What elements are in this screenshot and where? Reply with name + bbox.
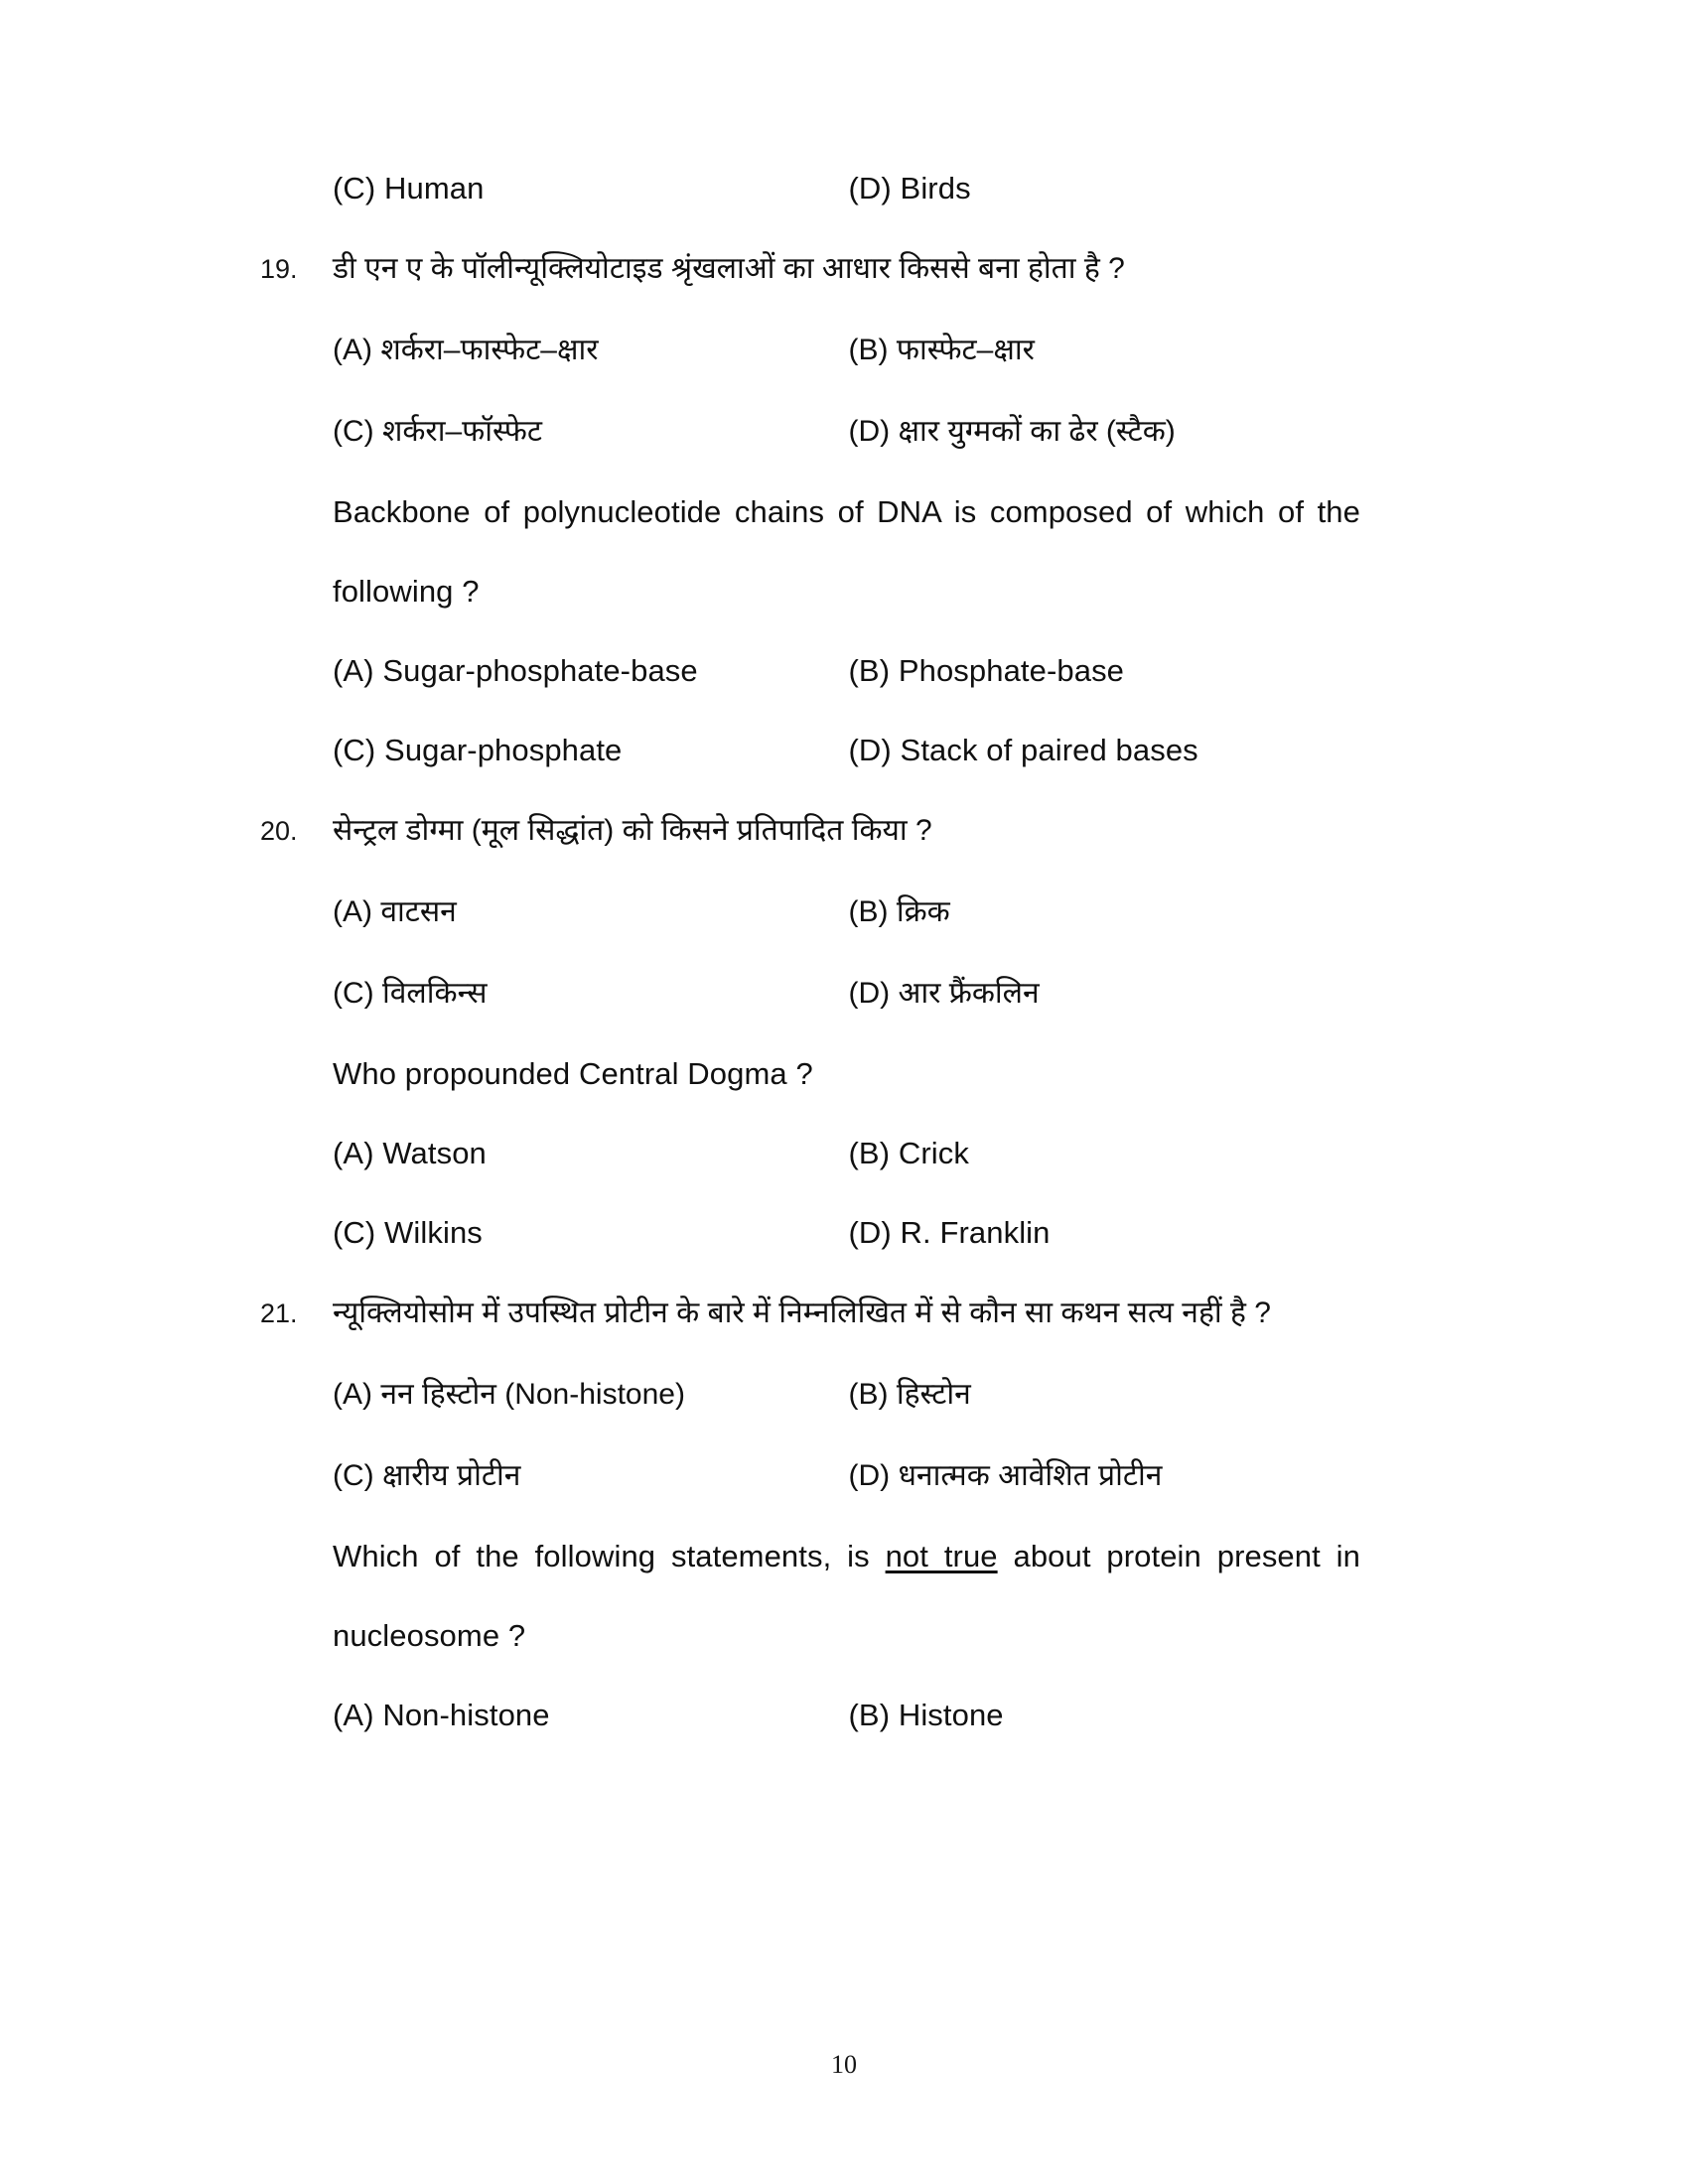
question-21-stem-emphasis: not true: [885, 1539, 998, 1573]
question-20-option-b-hindi[interactable]: (B) क्रिक: [848, 895, 950, 928]
question-20-option-b-english[interactable]: (B) Crick: [848, 1136, 969, 1170]
question-19-option-d-hindi[interactable]: (D) क्षार युग्मकों का ढेर (स्टैक): [848, 415, 1176, 448]
question-19-option-d-english[interactable]: (D) Stack of paired bases: [848, 733, 1198, 767]
question-19-option-a-hindi[interactable]: (A) शर्करा–फास्फेट–क्षार: [333, 334, 599, 366]
question-21-option-b-english[interactable]: (B) Histone: [848, 1698, 1004, 1732]
question-20-option-c-english[interactable]: (C) Wilkins: [333, 1215, 483, 1250]
question-20-english-option-row-ab: [333, 1114, 1360, 1193]
question-21-option-b-hindi[interactable]: (B) हिस्टोन: [848, 1378, 971, 1411]
page-number: 10: [831, 2050, 857, 2079]
question-19-stem-hindi: डी एन ए के पॉलीन्यूक्लियोटाइड श्रृंखलाओं का आधार किससे बना होता है ?: [333, 252, 1125, 285]
question-19-hindi-option-row-ab: [333, 310, 1360, 391]
question-19-option-c-english[interactable]: (C) Sugar-phosphate: [333, 733, 623, 767]
question-19-option-c-hindi[interactable]: (C) शर्करा–फॉस्फेट: [333, 415, 542, 448]
option-c[interactable]: (C) Human: [333, 171, 485, 205]
question-20: [248, 790, 1360, 1273]
option-row-cd: [333, 149, 1360, 228]
question-21-option-d-hindi[interactable]: (D) धनात्मक आवेशित प्रोटीन: [848, 1459, 1163, 1492]
question-19-option-a-english[interactable]: (A) Sugar-phosphate-base: [333, 653, 698, 688]
question-21-number: 21.: [260, 1298, 298, 1328]
question-21-option-c-hindi[interactable]: (C) क्षारीय प्रोटीन: [333, 1459, 521, 1492]
question-20-stem-hindi: सेन्ट्रल डोग्मा (मूल सिद्धांत) को किसने प्रतिपादित किया ?: [333, 814, 932, 847]
question-19-english-option-row-ab: [333, 631, 1360, 711]
question-19-hindi-option-row-cd: [333, 391, 1360, 473]
question-21-option-a-english[interactable]: (A) Non-histone: [333, 1698, 550, 1732]
question-20-option-a-hindi[interactable]: (A) वाटसन: [333, 895, 457, 928]
question-19-english-option-row-cd: [333, 711, 1360, 790]
question-21-hindi-option-row-ab: [333, 1354, 1360, 1435]
question-19-option-b-hindi[interactable]: (B) फास्फेट–क्षार: [848, 334, 1035, 366]
question-21: [248, 1273, 1360, 1755]
question-19: [248, 228, 1360, 790]
continued-options-row: [248, 149, 1360, 228]
question-20-english-option-row-cd: [333, 1193, 1360, 1273]
question-21-stem-english-part1: Which of the following statements, is: [333, 1539, 886, 1573]
question-21-stem-hindi: न्यूक्लियोसोम में उपस्थित प्रोटीन के बारे में निम्नलिखित में से कौन सा कथन सत्य नहीं है ?: [333, 1297, 1271, 1329]
question-19-stem-hindi-row: [248, 228, 1360, 310]
question-20-option-c-hindi[interactable]: (C) विलकिन्स: [333, 977, 488, 1010]
question-21-english-option-row-ab: [333, 1676, 1360, 1755]
question-20-hindi-option-row-ab: [333, 872, 1360, 953]
question-20-stem-hindi-row: [248, 790, 1360, 872]
question-20-hindi-options: [248, 872, 1360, 1273]
question-19-number: 19.: [260, 254, 298, 284]
question-21-option-a-hindi[interactable]: (A) नन हिस्टोन (Non-histone): [333, 1378, 685, 1411]
question-19-stem-english: Backbone of polynucleotide chains of DNA is composed of which of the following ?: [333, 494, 1360, 609]
question-19-option-b-english[interactable]: (B) Phosphate-base: [848, 653, 1125, 688]
question-20-option-a-english[interactable]: (A) Watson: [333, 1136, 487, 1170]
option-d[interactable]: (D) Birds: [848, 171, 971, 205]
question-20-hindi-option-row-cd: [333, 953, 1360, 1034]
question-21-stem-english: [333, 1517, 1360, 1676]
question-20-number: 20.: [260, 816, 298, 846]
question-21-stem-english-part2: about protein present in nucleosome ?: [333, 1539, 1360, 1653]
question-21-hindi-option-row-cd: [333, 1435, 1360, 1517]
question-20-option-d-english[interactable]: (D) R. Franklin: [848, 1215, 1051, 1250]
question-20-option-d-hindi[interactable]: (D) आर फ्रैंकलिन: [848, 977, 1040, 1010]
question-21-stem-hindi-row: [248, 1273, 1360, 1354]
question-21-hindi-options: [248, 1354, 1360, 1755]
question-20-stem-english: Who propounded Central Dogma ?: [333, 1056, 813, 1091]
question-19-hindi-options: [248, 310, 1360, 790]
